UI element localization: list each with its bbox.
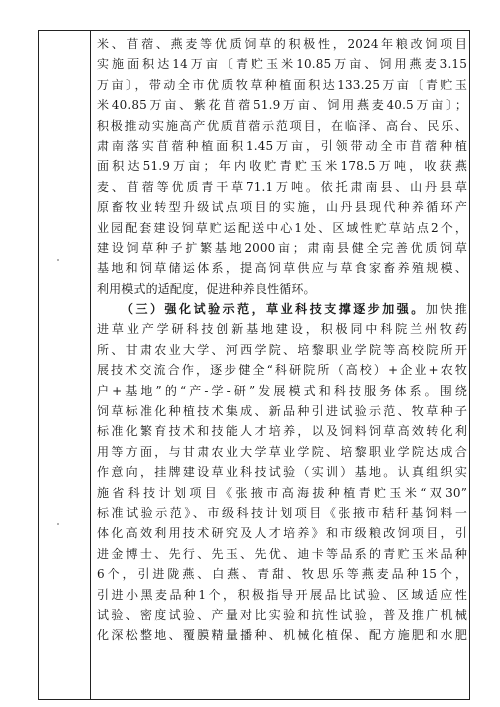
body-text-line: 所、甘肃农业大学、河西学院、培黎职业学院等高校院所开: [97, 342, 467, 357]
body-text-line: 用等方面，与甘肃农业大学草业学院、培黎职业学院达成合: [97, 444, 467, 459]
table-frame: [38, 30, 470, 700]
body-text-line: 体化高效利用技术研究及人才培养》和市级粮改饲项目，引: [97, 526, 467, 541]
scan-dot: [57, 523, 59, 525]
body-text-line: 米40.85万亩、紫花苜蓿51.9万亩、饲用燕麦40.5万亩〕；: [97, 98, 467, 113]
body-text-line: 户+基地”的“产-学-研”发展模式和科技服务体系。围绕: [97, 383, 467, 398]
body-text-cell: [97, 34, 467, 694]
section-heading-continuation: 加快推: [425, 302, 467, 317]
body-text-line: 作意向，挂牌建设草业科技试验（实训）基地。认真组织实: [97, 465, 467, 480]
section-heading-line: [97, 299, 467, 319]
body-text-line: 原畜牧业转型升级试点项目的实施，山丹县现代种养循环产: [97, 200, 467, 215]
body-text-line: 米、苜蓿、燕麦等优质饲草的积极性，2024年粮改饲项目: [97, 37, 467, 51]
body-text-line: 业园配套建设饲草贮运配送中心1处、区域性贮草站点2个，: [97, 220, 467, 235]
body-text-line: 积极推动实施高产优质苜蓿示范项目，在临泽、高台、民乐、: [97, 118, 467, 133]
body-text-line: 施省科技计划项目《张掖市高海拔种植青贮玉米“双30”: [97, 485, 467, 500]
body-text-line: 饲草标准化种植技术集成、新品种引进试验示范、牧草种子: [97, 404, 467, 419]
body-text-line: 标准化繁育技术和技能人才培养，以及饲料饲草高效转化利: [97, 424, 467, 439]
body-text-line: 6个，引进陇燕、白燕、青甜、牧思乐等燕麦品种15个，: [97, 567, 467, 582]
body-text-line: 试验、密度试验、产量对比实验和抗性试验，普及推广机械: [97, 607, 467, 622]
body-text-line: 进金博士、先行、先玉、先优、迪卡等品系的青贮玉米品种: [97, 546, 467, 561]
section-heading: （三）强化试验示范，草业科技支撑逐步加强。: [121, 302, 426, 317]
body-text-line: 进草业产学研科技创新基地建设，积极同中科院兰州牧药: [97, 322, 467, 337]
body-text-line: 利用模式的适配度，促进种养良性循环。: [97, 281, 316, 296]
body-text-line: 面积达51.9万亩；年内收贮青贮玉米178.5万吨，收获燕: [97, 159, 467, 174]
body-text-line: 实施面积达14万亩〔青贮玉米10.85万亩、饲用燕麦3.15: [97, 57, 467, 72]
body-text-line: 基地和饲草储运体系，提高饲草供应与草食家畜养殖规模、: [97, 261, 467, 276]
body-text-line: 万亩〕，带动全市优质牧草种植面积达133.25万亩〔青贮玉: [97, 77, 467, 92]
body-text-line: 标准试验示范》、市级科技计划项目《张掖市秸秆基饲料一: [97, 505, 467, 520]
body-text-line: 麦、苜蓿等优质青干草71.1万吨。依托肃南县、山丹县草: [97, 179, 467, 194]
body-text-line: 引进小黑麦品种1个，积极指导开展品比试验、区域适应性: [97, 587, 467, 602]
body-text-line: 建设饲草种子扩繁基地2000亩；肃南县健全完善优质饲草: [97, 240, 467, 255]
body-text-line: 化深松整地、覆膜精量播种、机械化植保、配方施肥和水肥: [97, 628, 467, 643]
scan-dot: [57, 259, 59, 261]
body-text-line: 展技术交流合作，逐步健全“科研院所（高校）+企业+农牧: [97, 363, 467, 378]
left-label-column: [39, 31, 91, 699]
body-text-line: 肃南落实苜蓿种植面积1.45万亩，引领带动全市苜蓿种植: [97, 138, 467, 153]
